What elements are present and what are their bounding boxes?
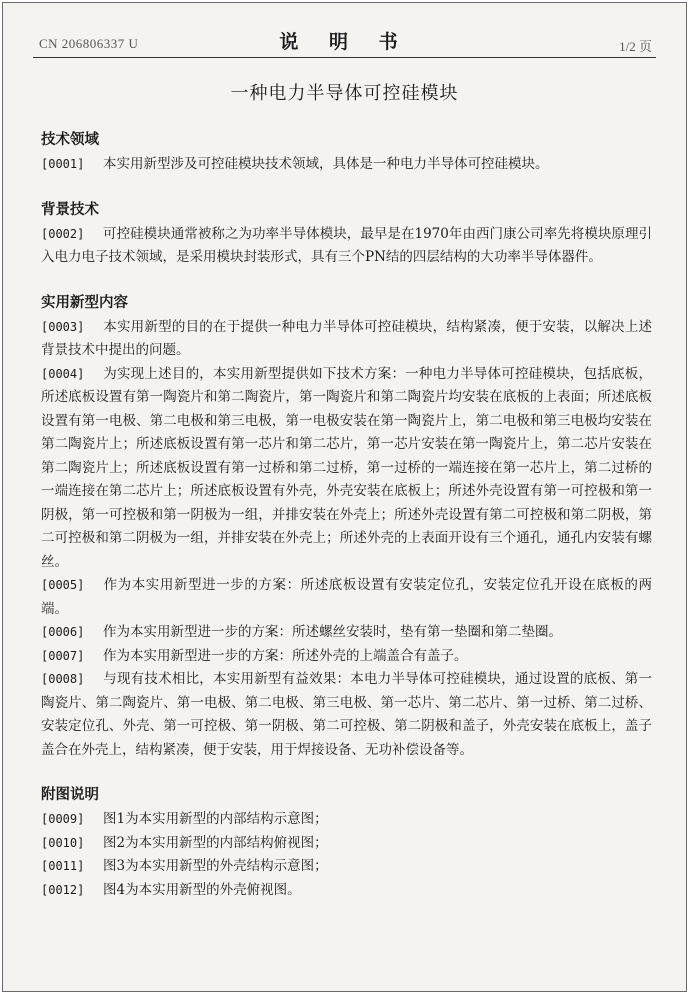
paragraph xyxy=(41,668,652,762)
paragraph-text: 本实用新型涉及可控硅模块技术领域，具体是一种电力半导体可控硅模块。 xyxy=(103,156,549,172)
paragraph-number: [0006] xyxy=(41,625,85,639)
paragraph-number: [0012] xyxy=(41,882,85,897)
paragraph-text: 作为本实用新型进一步的方案：所述螺丝安装时，垫有第一垫圈和第二垫圈。 xyxy=(103,624,562,640)
section-summary xyxy=(41,292,652,763)
paragraph xyxy=(41,879,652,903)
paragraph xyxy=(41,363,652,575)
section-drawings xyxy=(41,784,652,902)
paragraph-number: [0009] xyxy=(41,812,85,826)
paragraph-number: [0007] xyxy=(41,648,85,663)
paragraph xyxy=(41,153,652,177)
publication-number: CN 206806337 U xyxy=(39,36,139,51)
paragraph xyxy=(41,316,652,363)
page-number: 1/2 页 xyxy=(619,39,652,54)
paragraph-text: 可控硅模块通常被称之为功率半导体模块，最早是在1970年由西门康公司率先将模块原理引入电力电子技术领域，是采用模块封装形式，具有三个PN结的四层结构的大功率半导体器件。 xyxy=(41,225,652,265)
paragraph-number: [0002] xyxy=(41,226,85,241)
paragraph-text: 为实现上述目的，本实用新型提供如下技术方案：一种电力半导体可控硅模块，包括底板，所述底板设置有第一陶瓷片和第二陶瓷片，第一陶瓷片和第二陶瓷片均安装在底板的上表面；所述底板设置有第一电极、第二电极和第三电极，第一电极安装在第一陶瓷片上，第二电极和第三电极均安装在第二陶瓷片上；所述底板设置有第一芯片和第二芯片，第一芯片安装在第一陶瓷片上，第二芯片安装在第二陶瓷片上；所述底板设置有第一过桥和第二过桥，第一过桥的一端连接在第一芯片上，第二过桥的一端连接在第二芯片上；所述底板设置有外壳，外壳安装在底板上；所述外壳设置有第一可控极和第一阴极，第一可控极和第一阴极为一组，并排安装在外壳上；所述外壳设置有第二可控极和第二阴极，第二可控极和第二阴极为一组，并排安装在外壳上；所述外壳的上表面开设有三个通孔，通孔内安装有螺丝。 xyxy=(41,365,652,570)
paragraph xyxy=(41,223,652,270)
paragraph-number: [0003] xyxy=(41,319,85,334)
section-background xyxy=(41,199,652,270)
section-heading: 附图说明 xyxy=(41,787,99,803)
paragraph xyxy=(41,574,652,621)
paragraph-text: 本实用新型的目的在于提供一种电力半导体可控硅模块，结构紧凑，便于安装，以解决上述背景技术中提出的问题。 xyxy=(41,318,652,358)
paragraph-text: 作为本实用新型进一步的方案：所述底板设置有安装定位孔，安装定位孔开设在底板的两端。 xyxy=(41,577,652,617)
page-header xyxy=(33,21,656,58)
section-heading: 技术领域 xyxy=(41,132,99,148)
paragraph-number: [0011] xyxy=(41,859,85,873)
document-body xyxy=(41,129,652,902)
paragraph-number: [0001] xyxy=(41,157,85,171)
document-type: 说 明 书 xyxy=(279,31,410,53)
paragraph-text: 图4为本实用新型的外壳俯视图。 xyxy=(103,881,301,898)
paragraph xyxy=(41,808,652,832)
paragraph-number: [0004] xyxy=(41,366,85,381)
document-title: 一种电力半导体可控硅模块 xyxy=(230,83,459,104)
paragraph-text: 图2为本实用新型的内部结构俯视图； xyxy=(103,834,328,851)
section-heading: 实用新型内容 xyxy=(41,294,128,311)
paragraph xyxy=(41,645,652,669)
paragraph-text: 作为本实用新型进一步的方案：所述外壳的上端盖合有盖子。 xyxy=(103,647,468,664)
paragraph-text: 与现有技术相比，本实用新型有益效果：本电力半导体可控硅模块，通过设置的底板、第一陶瓷片、第二陶瓷片、第一电极、第二电极、第三电极、第一芯片、第二芯片、第一过桥、第二过桥、安装定位孔、外壳、第一可控极、第一阴极、第二可控极、第二阴极和盖子，外壳安装在底板上，盖子盖合在外壳上，结构紧凑，便于安装，用于焊接设备、无功补偿设备等。 xyxy=(41,671,652,758)
paragraph xyxy=(41,832,652,856)
paragraph-number: [0005] xyxy=(41,578,85,592)
section-heading: 背景技术 xyxy=(41,201,99,218)
document-page xyxy=(2,2,687,992)
paragraph-text: 图3为本实用新型的外壳结构示意图； xyxy=(103,858,328,874)
section-technical-field xyxy=(41,129,652,177)
paragraph-number: [0008] xyxy=(41,672,85,686)
paragraph xyxy=(41,855,652,879)
paragraph xyxy=(41,621,652,645)
paragraph-number: [0010] xyxy=(41,835,85,850)
paragraph-text: 图1为本实用新型的内部结构示意图； xyxy=(103,811,328,827)
